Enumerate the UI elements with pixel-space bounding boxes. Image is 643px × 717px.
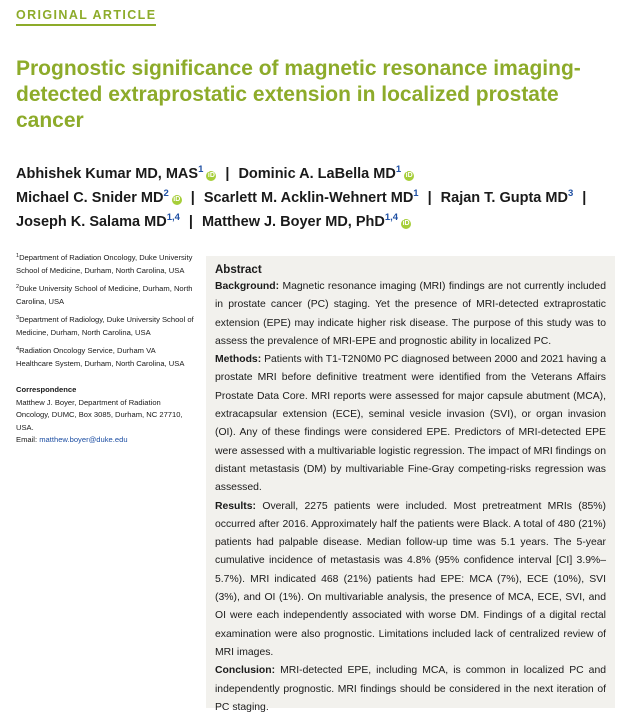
author-name: Matthew J. Boyer MD, PhD: [201, 214, 385, 230]
author-separator: |: [582, 190, 587, 206]
author-labella[interactable]: [238, 166, 414, 182]
abstract-section-text: Patients with T1-T2N0M0 PC diagnosed between 2000 and 2021 having a prostate MRI before definitive treatment were identified from the Veterans Affairs Prostate Data Core. MRI reports were assessed for major capsule abutment (MCA), extracapsular extension (ECE), seminal vesicle invasion (SVI), or organ invasion (OI). Any of these findings were considered EPE. Predictors of MRI-detected EPE were assessed with a multivariable logistic regression. The impact of MRI findings on distant metastasis (DM) by multivariable Fine-Gray competing-risks regression was assessed.: [215, 354, 606, 494]
author-list: [16, 162, 628, 234]
affiliation-number: 1: [16, 253, 20, 259]
orcid-icon[interactable]: iD: [405, 172, 413, 179]
article-title: Prognostic significance of magnetic resonance imaging-detected extraprostatic extension in localized prostate cancer: [16, 57, 581, 132]
author-affil-sup: 1: [198, 164, 204, 175]
author-boyer[interactable]: [202, 214, 411, 230]
email-label: Email:: [16, 435, 40, 444]
author-name: Joseph K. Salama MD: [16, 214, 167, 230]
abstract-section-label: Results:: [215, 500, 256, 512]
abstract-section-label: Background:: [215, 281, 280, 292]
author-affil-sup: 1: [395, 164, 402, 175]
author-affil-sup: 3: [567, 188, 574, 199]
affiliation-text: Department of Radiation Oncology, Duke University School of Medicine, Durham, North Carolina, USA: [16, 253, 193, 275]
abstract-background: [215, 278, 606, 351]
abstract-section-text: MRI-detected EPE, including MCA, is common in localized PC and independently prognostic. MRI findings should be considered in the next iteration of PC staging.: [215, 665, 606, 713]
abstract-section-label: Conclusion:: [215, 665, 276, 677]
abstract-heading: Abstract: [215, 264, 262, 276]
orcid-icon[interactable]: iD: [173, 196, 181, 203]
abstract-section-label: Methods:: [215, 354, 262, 366]
correspondence-heading: Correspondence: [16, 385, 77, 394]
author-affil-sup: 1,4: [384, 212, 399, 223]
author-separator: |: [427, 190, 432, 206]
affiliation-item: [16, 252, 194, 277]
author-name: Michael C. Snider MD: [16, 190, 164, 206]
abstract-box: [206, 256, 615, 713]
author-separator: |: [188, 214, 193, 230]
affiliations-column: [16, 252, 194, 447]
author-affil-sup: 1,4: [166, 212, 180, 223]
abstract-section-text: Magnetic resonance imaging (MRI) findings are not currently included in prostate cancer (PC) staging. Yet the presence of MRI-detected extraprostatic extension (EPE) may indicate higher risk disease. The purpose of this study was to assess the prevalence of MRI-EPE and prognostic ability in localized PC.: [215, 281, 606, 347]
author-affil-sup: 2: [163, 188, 169, 199]
author-name: Rajan T. Gupta MD: [440, 190, 568, 206]
author-kumar[interactable]: [16, 166, 216, 182]
affiliation-number: 2: [16, 284, 20, 290]
author-separator: |: [190, 190, 195, 206]
orcid-icon[interactable]: iD: [402, 220, 410, 227]
author-name: Scarlett M. Acklin-Wehnert MD: [203, 190, 414, 206]
author-acklin-wehnert[interactable]: [204, 190, 419, 206]
author-name: Abhishek Kumar MD, MAS: [16, 166, 199, 182]
affiliation-number: 4: [16, 346, 20, 352]
affiliation-item: [16, 283, 194, 308]
affiliation-text: Radiation Oncology Service, Durham VA Healthcare System, Durham, North Carolina, USA: [16, 346, 185, 368]
affiliation-text: Department of Radiology, Duke University School of Medicine, Durham, North Carolina, USA: [16, 315, 194, 337]
correspondence-email-line: [16, 434, 194, 447]
affiliation-number: 3: [16, 315, 20, 321]
author-gupta[interactable]: [441, 190, 574, 206]
section-tag: ORIGINAL ARTICLE: [16, 8, 156, 26]
abstract-conclusion: [215, 662, 606, 717]
email-link[interactable]: matthew.boyer@duke.edu: [39, 435, 128, 444]
affiliation-item: [16, 345, 194, 370]
abstract-methods: [215, 351, 606, 497]
abstract-section-text: Overall, 2275 patients were included. Most pretreatment MRIs (85%) occurred after 2016. Approximately half the patients were Black. A total of 480 (21%) patients had palpable disease. Median follow-up time was 5.1 years. The 5-year cumulative incidence of metastasis was 4.8% (95% confidence interval [CI] 3.9%–5.7%). MRI indicated 468 (21%) patients had EPE: MCA (7%), ECE (10%), SVI (3%), and OI (1%). On multivariable analysis, the presence of MCA, ECE, SVI, and OI were each independently associated with worse DM. Findings of a digital rectal examination were also prognostic. Limitations included lack of centralized review of MRI images.: [215, 500, 606, 658]
affiliation-text: Duke University School of Medicine, Durham, North Carolina, USA: [16, 284, 193, 306]
author-salama[interactable]: [16, 214, 180, 230]
abstract-results: [215, 498, 606, 663]
orcid-icon[interactable]: iD: [207, 172, 215, 179]
author-name: Dominic A. LaBella MD: [238, 166, 396, 182]
author-separator: |: [225, 166, 230, 182]
correspondence-text: Matthew J. Boyer, Department of Radiation Oncology, DUMC, Box 3085, Durham, NC 27710, USA.: [16, 397, 183, 432]
author-affil-sup: 1: [413, 188, 419, 199]
author-snider[interactable]: [16, 190, 182, 206]
affiliation-item: [16, 314, 194, 339]
